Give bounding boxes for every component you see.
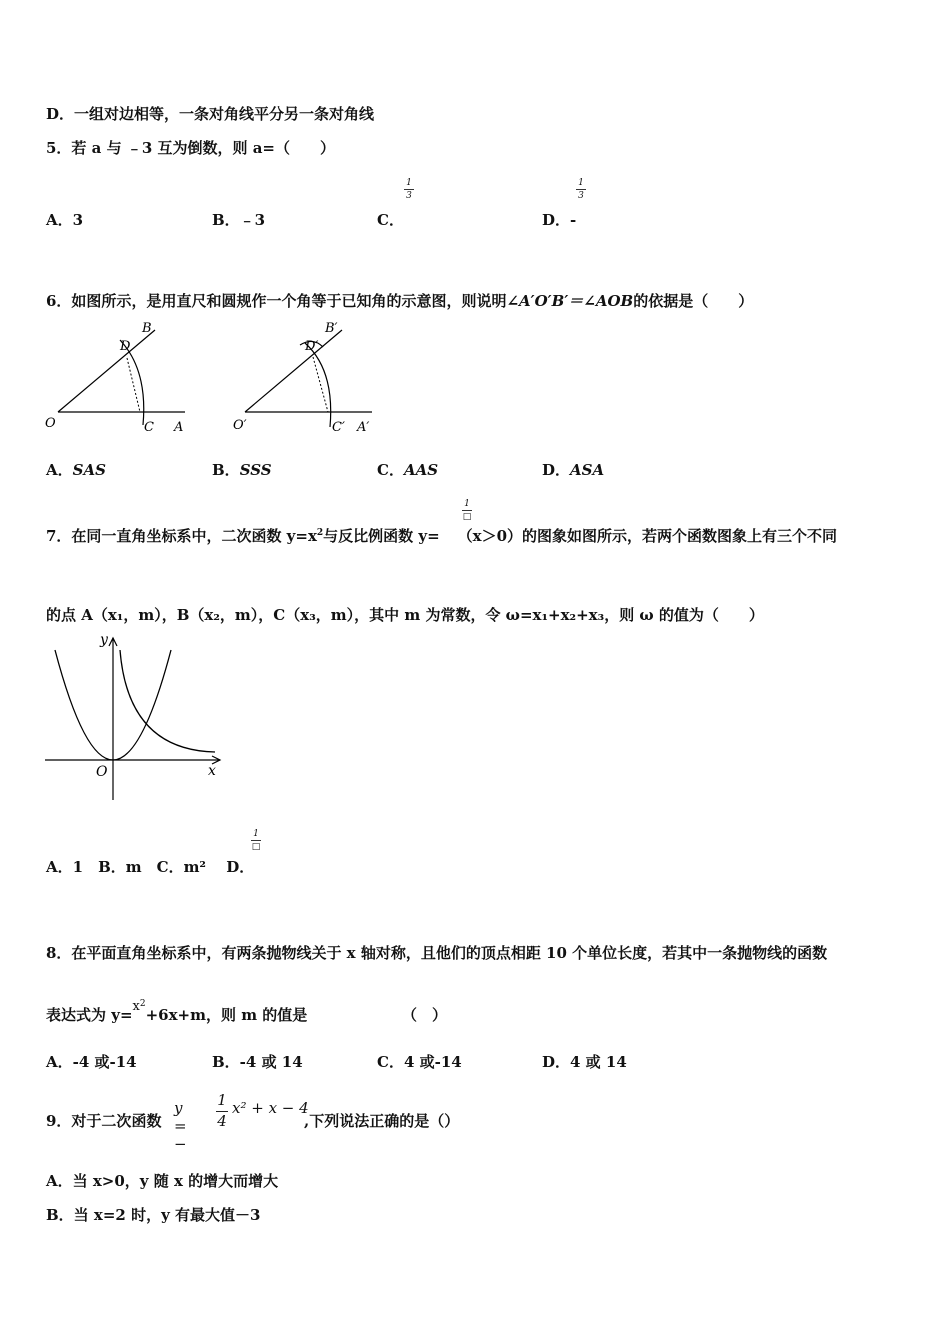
q7-stem1-sup: 2 [316,528,324,538]
q5-option-a: A．3 [46,211,84,229]
fig2-label-b: B′ [325,321,338,336]
q5-option-c: C． [377,211,404,229]
q5-option-c-fraction [404,178,414,201]
q6-option-b [212,459,272,480]
fig2-ray-ob [245,330,342,412]
q8-stem-line1: 8．在平面直角坐标系中，有两条抛物线关于 x 轴对称，且他们的顶点相距 10 个单位长度，若其中一条抛物线的函数 [46,944,828,962]
fig1-dotted-dc [127,358,140,412]
fig2-arc [305,343,331,427]
fig2-label-c: C′ [332,420,345,435]
fig1-label-b: B [142,321,152,336]
q5-c-frac-num: 1 [406,178,412,188]
q5-stem: 5．若 a 与 ﹣3 互为倒数，则 a=（ ） [46,139,335,157]
q7-stem-line2: 的点 A（x₁，m），B（x₂，m），C（x₃，m），其中 m 为常数，令 ω=x₁+x₂+x₃，则 ω 的值为（ ） [46,606,764,624]
q8-stem-line2 [46,999,308,1025]
q9-stem-pre: 9．对于二次函数 [46,1112,162,1130]
q7-stem1-mid: 与反比例函数 y= [323,527,440,545]
fig1-ray-ob [58,330,155,412]
q9-expr-lhs: y = − [174,1099,187,1153]
q6-option-d-text: ASA [570,461,605,479]
q6-option-d [542,459,604,480]
q6-stem-post: 的依据是（ ） [633,292,754,310]
q9-option-b: B．当 x=2 时，y 有最大值－3 [46,1206,261,1224]
q7-stem-line1 [46,525,837,546]
q8-stem2-pre: 表达式为 y= [46,1006,133,1024]
q5-d-frac-num: 1 [578,178,584,188]
q7-frac-den: □ [462,512,472,522]
q7-graph-label-x: x [208,763,216,779]
q9-option-a: A．当 x>0，y 随 x 的增大而增大 [46,1172,279,1190]
q6-figure-2 [225,315,385,440]
fig2-label-a: A′ [357,420,370,435]
q8-stem2-sup: 2 [139,999,146,1009]
fig1-label-c: C [144,420,154,435]
q8-option-d: D．4 或 14 [542,1053,627,1071]
q8-answer-paren: （ ） [402,1006,448,1024]
q6-option-b-text: SSS [239,461,272,479]
q9-expr-den: 4 [217,1112,227,1130]
q7-stem1-post: （x＞0）的图象如图所示，若两个函数图象上有三个不同 [457,527,838,545]
q7-graph [40,630,230,805]
q6-stem [46,290,753,311]
q7-optd-frac-den: □ [251,842,261,852]
q8-option-b: B．-4 或 14 [212,1053,303,1071]
fig1-label-o: O [45,416,56,431]
q6-option-c [377,459,438,480]
q6-option-a [46,459,106,480]
q5-d-frac-den: 3 [578,191,584,201]
fig2-label-o: O′ [233,418,247,433]
q6-option-d-label: D． [542,461,571,479]
q9-expr-num: 1 [217,1091,227,1109]
fig1-label-a: A [174,420,184,435]
fig2-label-d: D′ [305,339,319,354]
q6-stem-pre: 6．如图所示，是用直尺和圆规作一个角等于已知角的示意图，则说明 [46,292,507,310]
q7-optd-frac-num: 1 [253,829,259,839]
q8-stem2-post: +6x+m，则 m 的值是 [145,1006,308,1024]
q6-option-b-label: B． [212,461,240,479]
q7-stem-fraction [462,499,472,522]
q6-option-a-text: SAS [72,461,106,479]
q5-option-b: B．﹣3 [212,211,266,229]
q6-figure-1 [40,315,200,440]
q8-option-a: A．-4 或-14 [46,1053,137,1071]
q7-option-d-fraction [251,829,261,852]
q8-option-c: C．4 或-14 [377,1053,462,1071]
q4-option-d: D．一组对边相等，一条对角线平分另一条对角线 [46,105,375,123]
q5-option-d-fraction [576,178,586,201]
q9-expr-rhs: x² + x − 4 [232,1099,309,1117]
q6-option-c-label: C． [377,461,404,479]
q6-option-a-label: A． [46,461,73,479]
q7-graph-label-o: O [96,764,108,780]
q9-stem-post: ,下列说法正确的是（） [304,1112,460,1130]
q6-option-c-text: AAS [403,461,439,479]
q5-c-frac-den: 3 [406,191,412,201]
q7-options: A．1 B．m C．m² D． [46,858,255,876]
q5-option-d: D．- [542,211,577,229]
fig2-dotted-dc [313,357,328,412]
q7-hyperbola [120,650,215,752]
q8-stem2-x: x [132,999,140,1014]
q7-graph-label-y: y [100,632,108,648]
q6-stem-math: ∠A′O′B′＝∠AOB [506,292,634,310]
q7-frac-num: 1 [464,499,470,509]
q7-stem1-pre: 7．在同一直角坐标系中，二次函数 y=x [46,527,317,545]
fig1-label-d: D [120,339,131,354]
